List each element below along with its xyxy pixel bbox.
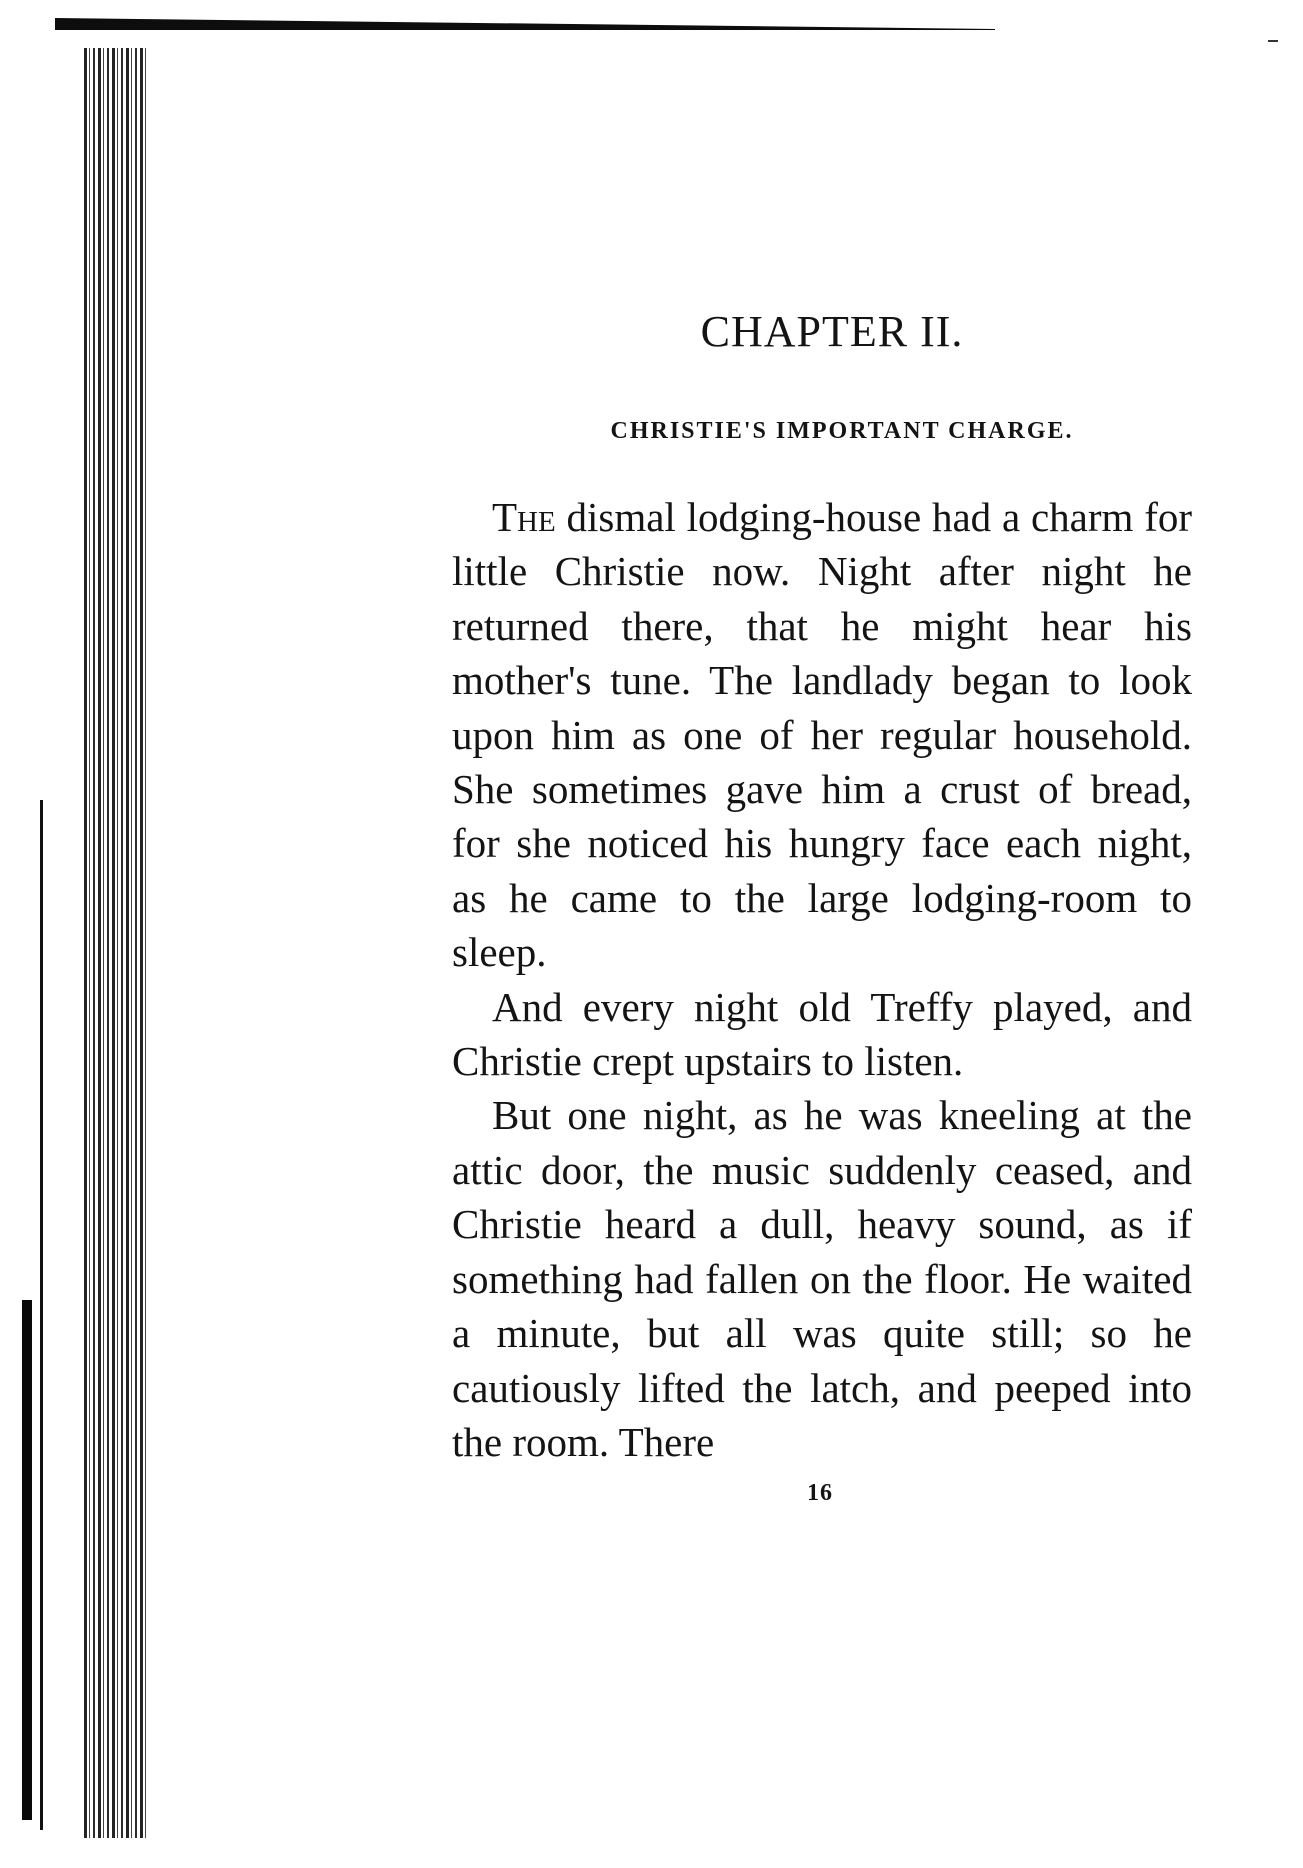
scan-edge-top	[55, 18, 995, 38]
paragraph-text: But one night, as he was kneeling at the attic door, the music suddenly ceased, and Christie heard a dull, heavy sound, as if something had fallen on the floor. He waited a minute, but all was quite still; so he cautiously lifted the latch, and peeped into the room. There	[452, 1092, 1192, 1465]
chapter-title: CHAPTER II.	[700, 307, 964, 356]
paragraph-lead-word: The	[492, 494, 556, 540]
book-spine-edge	[84, 48, 146, 1838]
chapter-subtitle: CHRISTIE'S IMPORTANT CHARGE.	[610, 418, 1074, 444]
scan-mark	[1268, 40, 1278, 42]
chapter-body	[452, 490, 1192, 1469]
paragraph	[452, 980, 1192, 1089]
paragraph	[452, 1088, 1192, 1469]
paragraph-text: dismal lodging-house had a charm for little Christie now. Night after night he returned there, that he might hear his mother's tune. The landlady began to look upon him as one of her regular household. She sometimes gave him a crust of bread, for she noticed his hungry face each night, as he came to the large lodging-room to sleep.	[452, 494, 1192, 976]
paragraph-text: And every night old Treffy played, and Christie crept upstairs to listen.	[452, 983, 1192, 1085]
paragraph	[452, 490, 1192, 980]
page-number: 16	[807, 1480, 833, 1506]
scan-edge-left-shadow	[22, 1300, 32, 1820]
scan-edge-left-line	[40, 800, 43, 1830]
text-block	[452, 300, 1192, 1469]
